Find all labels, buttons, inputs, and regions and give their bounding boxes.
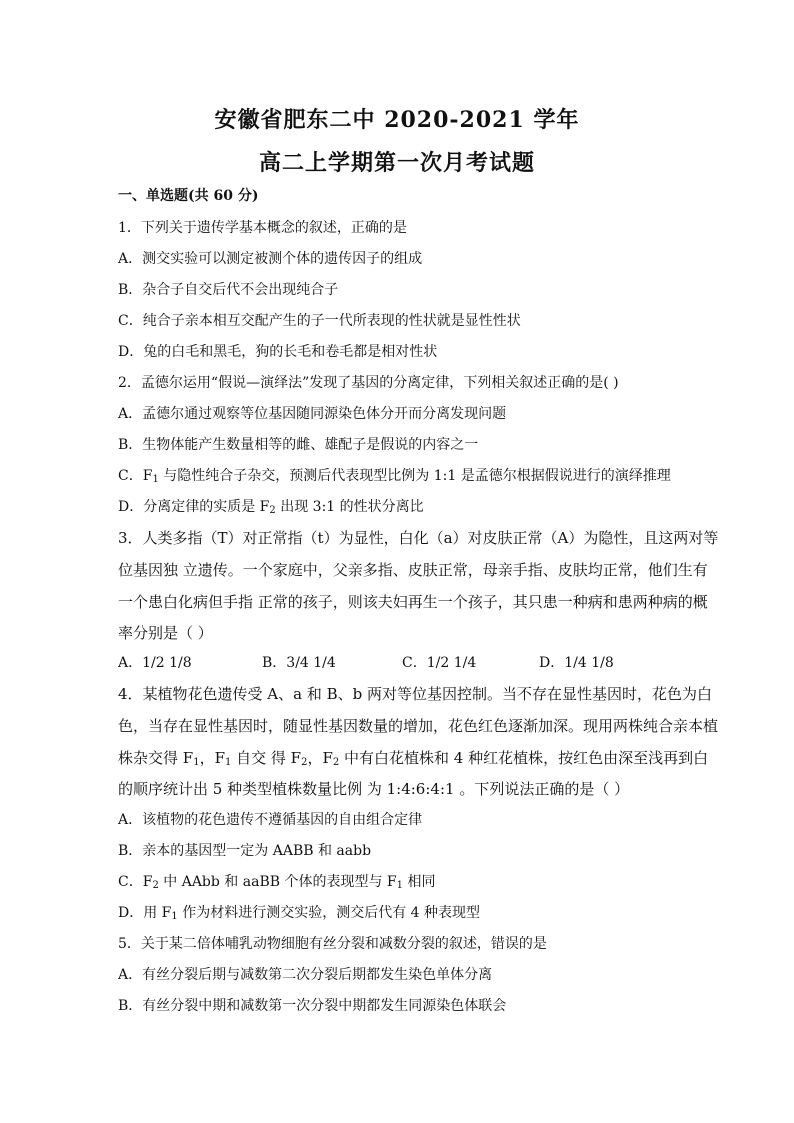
q4-stem-line3: 株杂交得 $F_1$，$F_1$ 自交 得 $F_2$，$F_2$ 中有白花植株和 4 种红花植株，按红色由深至浅再到白 — [118, 749, 709, 768]
section-heading: 一、单选题(共 60 分) — [118, 188, 259, 204]
q1-option-a: A．测交实验可以测定被测个体的遗传因子的组成 — [118, 251, 423, 267]
q3-stem-line3: 一个患白化病但手指 正常的孩子，则该夫妇再生一个孩子，其只患一种病和患两种病的概 — [118, 593, 708, 611]
q2-stem: 2．孟德尔运用“假说—演绎法”发现了基因的分离定律，下列相关叙述正确的是( ) — [118, 375, 619, 391]
q4-stem-line2: 色，当存在显性基因时，随显性基因数量的增加，花色红色逐渐加深。现用两株纯合亲本植 — [118, 717, 719, 735]
q3-option-a: A．1/2 1/8 — [118, 655, 192, 671]
q3-option-b: B．3/4 1/4 — [262, 655, 336, 671]
q1-option-d: D．兔的白毛和黑毛，狗的长毛和卷毛都是相对性状 — [118, 344, 438, 360]
q3-stem-line4: 率分别是（ ） — [118, 624, 213, 642]
q2-option-b: B．生物体能产生数量相等的雌、雄配子是假说的内容之一 — [118, 437, 479, 453]
exam-title-exam: 高二上学期第一次月考试题 — [258, 150, 535, 176]
q3-stem-line1: 3．人类多指（T）对正常指（t）为显性，白化（a）对皮肤正常（A）为隐性，且这两对等 — [118, 529, 719, 547]
q4-stem-line4: 的顺序统计出 5 种类型植株数量比例 为 1:4:6:4:1 。下列说法正确的是（ ） — [118, 780, 630, 798]
q3-stem-line2: 位基因独 立遗传。一个家庭中，父亲多指、皮肤正常，母亲手指、皮肤均正常，他们生有 — [118, 561, 708, 579]
q4-option-d: D．用 $F_1$ 作为材料进行测交实验，测交后代有 4 种表现型 — [118, 905, 481, 922]
q5-option-a: A．有丝分裂后期与减数第二次分裂后期都发生染色单体分离 — [118, 967, 493, 983]
q1-stem: 1．下列关于遗传学基本概念的叙述，正确的是 — [118, 220, 407, 236]
q2-option-c: C．$F_1$ 与隐性纯合子杂交，预测后代表现型比例为 1:1 是孟德尔根据假说进行的演绎推理 — [118, 468, 671, 485]
exam-title-school: 安徽省肥东二中 2020-2021 学年 — [214, 107, 580, 133]
q1-option-b: B．杂合子自交后代不会出现纯合子 — [118, 282, 339, 298]
q5-stem: 5．关于某二倍体哺乳动物细胞有丝分裂和减数分裂的叙述，错误的是 — [118, 936, 547, 952]
q2-option-d: D．分离定律的实质是 $F_2$ 出现 3:1 的性状分离比 — [118, 499, 424, 516]
q3-option-c: C．1/2 1/4 — [402, 655, 477, 671]
q4-stem-line1: 4．某植物花色遗传受 A、a 和 B、b 两对等位基因控制。当不存在显性基因时，花色为白 — [118, 685, 713, 703]
q1-option-c: C．纯合子亲本相互交配产生的子一代所表现的性状就是显性性状 — [118, 313, 521, 329]
q4-option-b: B．亲本的基因型一定为 AABB 和 aabb — [118, 843, 372, 859]
q2-option-a: A．孟德尔通过观察等位基因随同源染色体分开而分离发现问题 — [118, 406, 507, 422]
q5-option-b: B．有丝分裂中期和减数第一次分裂中期都发生同源染色体联会 — [118, 998, 507, 1014]
q4-option-a: A．该植物的花色遗传不遵循基因的自由组合定律 — [118, 812, 423, 828]
q3-option-d: D．1/4 1/8 — [539, 655, 614, 671]
q4-option-c: C．$F_2$ 中 AAbb 和 aaBB 个体的表现型与 $F_1$ 相同 — [118, 874, 436, 891]
